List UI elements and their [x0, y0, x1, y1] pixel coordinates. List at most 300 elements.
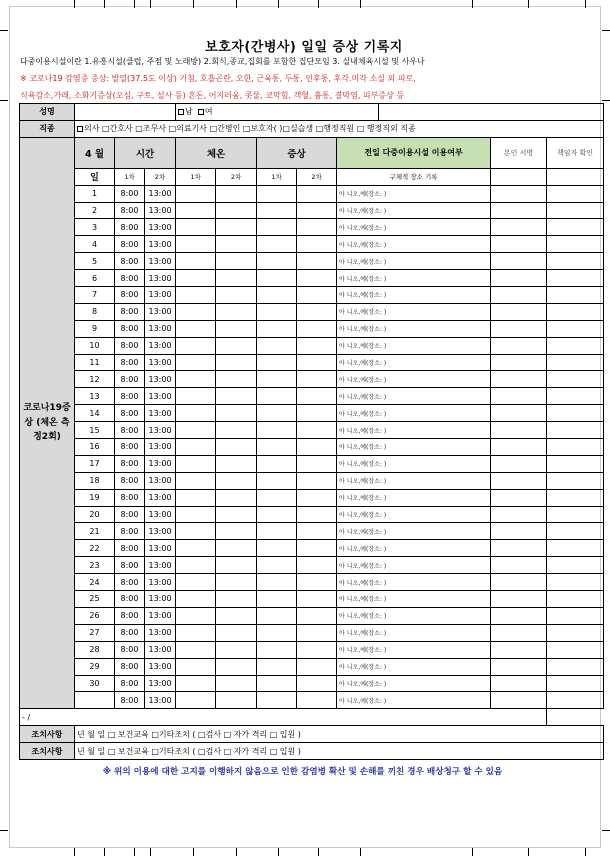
day-number: 26 [75, 607, 115, 624]
symptom-2nd-cell[interactable] [297, 607, 337, 624]
self-sign-cell[interactable] [491, 574, 547, 591]
symptom-1st-cell[interactable] [257, 219, 297, 236]
symptom-1st-cell[interactable] [257, 472, 297, 489]
self-sign-cell[interactable] [491, 472, 547, 489]
time-2nd: 13:00 [145, 287, 176, 304]
time-header: 시간 [115, 137, 176, 168]
self-sign-cell[interactable] [491, 523, 547, 540]
symptom-1st-cell[interactable] [257, 624, 297, 641]
symptom-2nd-cell[interactable] [297, 320, 337, 337]
blank-entry-row[interactable]: - / [20, 709, 547, 726]
time-2nd: 13:00 [145, 658, 176, 675]
time-1st: 8:00 [115, 506, 145, 523]
time-1st: 8:00 [115, 607, 145, 624]
time-1st: 8:00 [115, 405, 145, 422]
temp-1st-header: 1차 [176, 168, 216, 185]
self-sign-cell[interactable] [491, 439, 547, 456]
symptom-1st-cell[interactable] [257, 692, 297, 709]
temp-1st-cell[interactable] [176, 202, 216, 219]
facility-use-cell[interactable]: 아 니오,예(장소: ) [337, 506, 491, 523]
temp-2nd-cell[interactable] [216, 455, 257, 472]
temp-1st-cell[interactable] [176, 337, 216, 354]
symptom-1st-cell[interactable] [257, 439, 297, 456]
page-title: 보호자(간병사) 일일 증상 기록지 [205, 40, 403, 55]
temperature-header: 체온 [176, 137, 257, 168]
time-1st: 8:00 [115, 253, 145, 270]
facility-use-cell[interactable]: 아 니오,예(장소: ) [337, 472, 491, 489]
day-row [20, 405, 604, 422]
temp-1st-cell[interactable] [176, 185, 216, 202]
time-2nd: 13:00 [145, 303, 176, 320]
self-sign-cell[interactable] [491, 658, 547, 675]
temp-2nd-cell[interactable] [216, 641, 257, 658]
day-row [20, 624, 604, 641]
day-number: 21 [75, 523, 115, 540]
facility-use-cell[interactable]: 아 니오,예(장소: ) [337, 523, 491, 540]
temp-1st-cell[interactable] [176, 236, 216, 253]
symptom-2nd-cell[interactable] [297, 624, 337, 641]
self-sign-cell[interactable] [491, 303, 547, 320]
symptom-1st-cell[interactable] [257, 540, 297, 557]
temp-1st-cell[interactable] [176, 253, 216, 270]
day-number: 18 [75, 472, 115, 489]
day-number: 28 [75, 641, 115, 658]
self-sign-cell[interactable] [491, 641, 547, 658]
temp-2nd-cell[interactable] [216, 439, 257, 456]
temp-2nd-cell[interactable] [216, 236, 257, 253]
temp-2nd-cell[interactable] [216, 574, 257, 591]
time-2nd: 13:00 [145, 692, 176, 709]
temp-2nd-cell[interactable] [216, 320, 257, 337]
manager-check-cell[interactable] [547, 320, 604, 337]
symptom-1st-cell[interactable] [257, 337, 297, 354]
manager-check-cell[interactable] [547, 506, 604, 523]
symptom-2nd-cell[interactable] [297, 675, 337, 692]
temp-1st-cell[interactable] [176, 303, 216, 320]
day-number: 27 [75, 624, 115, 641]
self-sign-cell[interactable] [491, 253, 547, 270]
facility-use-cell[interactable]: 아 니오,예(장소: ) [337, 675, 491, 692]
self-sign-cell[interactable] [491, 287, 547, 304]
temp-1st-cell[interactable] [176, 591, 216, 608]
action-options[interactable]: 년 월 일 □ 보건교육 □기타조치 ( □검사 □ 자가 격리 □ 입원 ) [75, 743, 604, 760]
self-sign-cell[interactable] [491, 489, 547, 506]
self-sign-cell[interactable] [491, 692, 547, 709]
symptom-1st-cell[interactable] [257, 591, 297, 608]
temp-2nd-cell[interactable] [216, 185, 257, 202]
day-number: 24 [75, 574, 115, 591]
time-2nd: 13:00 [145, 574, 176, 591]
manager-check-cell[interactable] [547, 405, 604, 422]
symptom-1st-cell[interactable] [257, 523, 297, 540]
temp-1st-cell[interactable] [176, 692, 216, 709]
day-number: 30 [75, 675, 115, 692]
gender-options[interactable]: 남 여 [176, 104, 379, 121]
temp-1st-cell[interactable] [176, 472, 216, 489]
manager-check-header: 책임자 확인 [547, 137, 604, 168]
manager-check-cell[interactable] [547, 641, 604, 658]
self-sign-cell[interactable] [491, 405, 547, 422]
temp-1st-cell[interactable] [176, 557, 216, 574]
day-row [20, 658, 604, 675]
facility-use-cell[interactable]: 아 니오,예(장소: ) [337, 320, 491, 337]
day-number: 22 [75, 540, 115, 557]
symptom-2nd-cell[interactable] [297, 489, 337, 506]
name-label: 성명 [20, 104, 75, 121]
facility-use-header: 전일 다중이용시설 이용여부 [337, 137, 491, 168]
self-sign-cell[interactable] [491, 455, 547, 472]
facility-use-cell[interactable]: 아 니오,예(장소: ) [337, 591, 491, 608]
manager-check-cell[interactable] [547, 455, 604, 472]
temp-2nd-cell[interactable] [216, 675, 257, 692]
manager-check-cell[interactable] [547, 185, 604, 202]
facility-use-cell[interactable]: 아 니오,예(장소: ) [337, 202, 491, 219]
manager-check-cell[interactable] [547, 287, 604, 304]
day-row [20, 219, 604, 236]
manager-check-cell[interactable] [547, 574, 604, 591]
symptom-2nd-cell[interactable] [297, 692, 337, 709]
self-sign-cell[interactable] [491, 185, 547, 202]
facility-use-cell[interactable]: 아 니오,예(장소: ) [337, 236, 491, 253]
temp-1st-cell[interactable] [176, 354, 216, 371]
time-2nd: 13:00 [145, 202, 176, 219]
facility-use-cell[interactable]: 아 니오,예(장소: ) [337, 253, 491, 270]
facility-use-cell[interactable]: 아 니오,예(장소: ) [337, 607, 491, 624]
time-1st: 8:00 [115, 624, 145, 641]
symptom-2nd-cell[interactable] [297, 439, 337, 456]
temp-1st-cell[interactable] [176, 523, 216, 540]
self-sign-cell[interactable] [491, 371, 547, 388]
temp-2nd-cell[interactable] [216, 557, 257, 574]
symptom-1st-cell[interactable] [257, 303, 297, 320]
symptom-2nd-cell[interactable] [297, 303, 337, 320]
symptom-notice-1: ※ 코로나19 감염증 증상: 발열(37.5도 이상) 기침, 호흡곤란, 오한, 근육통, 두통, 인후통, 후각.미각 소실 외 피로, [20, 74, 416, 83]
symptom-1st-cell[interactable] [257, 253, 297, 270]
symptom-2nd-cell[interactable] [297, 253, 337, 270]
facility-use-cell[interactable]: 아 니오,예(장소: ) [337, 540, 491, 557]
manager-check-cell[interactable] [547, 337, 604, 354]
symptom-2nd-cell[interactable] [297, 202, 337, 219]
symptom-1st-cell[interactable] [257, 506, 297, 523]
time-1st: 8:00 [115, 658, 145, 675]
time-1st: 8:00 [115, 641, 145, 658]
manager-check-cell[interactable] [547, 489, 604, 506]
manager-check-cell[interactable] [547, 219, 604, 236]
day-row [20, 574, 604, 591]
self-sign-cell[interactable] [491, 320, 547, 337]
symptom-2nd-cell[interactable] [297, 523, 337, 540]
manager-check-cell[interactable] [547, 675, 604, 692]
symptom-1st-cell[interactable] [257, 455, 297, 472]
self-sign-cell[interactable] [491, 557, 547, 574]
self-sign-cell[interactable] [491, 270, 547, 287]
symptom-2nd-cell[interactable] [297, 388, 337, 405]
symptom-1st-cell[interactable] [257, 388, 297, 405]
symptom-2nd-cell[interactable] [297, 337, 337, 354]
day-number: 15 [75, 422, 115, 439]
symptom-2nd-cell[interactable] [297, 371, 337, 388]
temp-1st-cell[interactable] [176, 489, 216, 506]
symptom-1st-cell[interactable] [257, 641, 297, 658]
day-number: 13 [75, 388, 115, 405]
manager-check-cell[interactable] [547, 658, 604, 675]
temp-2nd-cell[interactable] [216, 219, 257, 236]
facility-use-cell[interactable]: 아 니오,예(장소: ) [337, 219, 491, 236]
facility-use-cell[interactable]: 아 니오,예(장소: ) [337, 422, 491, 439]
temp-1st-cell[interactable] [176, 540, 216, 557]
temp-2nd-cell[interactable] [216, 405, 257, 422]
temp-1st-cell[interactable] [176, 574, 216, 591]
time-2nd: 13:00 [145, 219, 176, 236]
temp-1st-cell[interactable] [176, 439, 216, 456]
symptom-2nd-cell[interactable] [297, 557, 337, 574]
temp-1st-cell[interactable] [176, 607, 216, 624]
temp-2nd-cell[interactable] [216, 270, 257, 287]
symptom-2nd-cell[interactable] [297, 219, 337, 236]
symptom-2nd-cell[interactable] [297, 455, 337, 472]
manager-check-cell[interactable] [547, 523, 604, 540]
temp-1st-cell[interactable] [176, 219, 216, 236]
manager-check-cell[interactable] [547, 354, 604, 371]
symptom-1st-cell[interactable] [257, 422, 297, 439]
self-sign-cell[interactable] [491, 354, 547, 371]
time-1st: 8:00 [115, 270, 145, 287]
temp-1st-cell[interactable] [176, 455, 216, 472]
temp-1st-cell[interactable] [176, 287, 216, 304]
action-label: 조치사항 [20, 726, 75, 743]
temp-2nd-cell[interactable] [216, 422, 257, 439]
self-sign-cell[interactable] [491, 337, 547, 354]
manager-check-cell[interactable] [547, 371, 604, 388]
time-1st: 8:00 [115, 202, 145, 219]
facility-use-cell[interactable]: 아 니오,예(장소: ) [337, 624, 491, 641]
day-row [20, 270, 604, 287]
symptom-1st-cell[interactable] [257, 202, 297, 219]
day-row [20, 692, 604, 709]
temp-2nd-cell[interactable] [216, 607, 257, 624]
manager-check-cell[interactable] [547, 236, 604, 253]
temp-2nd-cell[interactable] [216, 253, 257, 270]
temp-2nd-cell[interactable] [216, 388, 257, 405]
facility-use-cell[interactable]: 아 니오,예(장소: ) [337, 354, 491, 371]
temp-2nd-cell[interactable] [216, 472, 257, 489]
manager-check-cell[interactable] [547, 202, 604, 219]
day-number: 5 [75, 253, 115, 270]
temp-2nd-cell[interactable] [216, 692, 257, 709]
facility-use-cell[interactable]: 아 니오,예(장소: ) [337, 574, 491, 591]
manager-check-cell[interactable] [547, 253, 604, 270]
time-1st: 8:00 [115, 557, 145, 574]
time-2nd: 13:00 [145, 557, 176, 574]
temp-2nd-cell[interactable] [216, 287, 257, 304]
day-row [20, 540, 604, 557]
time-2nd: 13:00 [145, 388, 176, 405]
manager-check-cell[interactable] [547, 540, 604, 557]
time-2nd: 13:00 [145, 371, 176, 388]
symptom-1st-cell[interactable] [257, 354, 297, 371]
job-options[interactable]: 의사 □간호사 □조무사 □의료기사 □간병인 □보호자( )□실습생 □행정직원 □ 행정직외 직종 [75, 120, 604, 137]
symptom-2nd-cell[interactable] [297, 422, 337, 439]
temp-2nd-cell[interactable] [216, 202, 257, 219]
symptom-1st-cell[interactable] [257, 489, 297, 506]
temp-2nd-cell[interactable] [216, 658, 257, 675]
time-2nd: 13:00 [145, 320, 176, 337]
liability-notice: ※ 위의 이용에 대한 고지를 이행하지 않음으로 인한 감염병 확산 및 손해를 끼친 경우 배상청구 할 수 있음 [102, 767, 503, 777]
temp-2nd-cell[interactable] [216, 371, 257, 388]
temp-2nd-cell[interactable] [216, 337, 257, 354]
symptom-1st-cell[interactable] [257, 557, 297, 574]
symptom-1st-cell[interactable] [257, 287, 297, 304]
symptom-1st-cell[interactable] [257, 185, 297, 202]
self-sign-cell[interactable] [491, 607, 547, 624]
manager-check-cell[interactable] [547, 388, 604, 405]
manager-check-cell[interactable] [547, 557, 604, 574]
manager-check-cell[interactable] [547, 439, 604, 456]
day-row [20, 472, 604, 489]
day-number: 14 [75, 405, 115, 422]
self-sign-cell[interactable] [491, 219, 547, 236]
self-sign-cell[interactable] [491, 388, 547, 405]
facility-use-cell[interactable]: 아 니오,예(장소: ) [337, 455, 491, 472]
temp-1st-cell[interactable] [176, 270, 216, 287]
time-1st: 8:00 [115, 354, 145, 371]
facility-use-cell[interactable]: 아 니오,예(장소: ) [337, 405, 491, 422]
time-2nd: 13:00 [145, 439, 176, 456]
temp-2nd-cell[interactable] [216, 303, 257, 320]
manager-check-cell[interactable] [547, 624, 604, 641]
facility-use-cell[interactable]: 아 니오,예(장소: ) [337, 557, 491, 574]
day-row [20, 371, 604, 388]
self-sign-cell[interactable] [491, 675, 547, 692]
symptom-1st-cell[interactable] [257, 574, 297, 591]
facility-use-cell[interactable]: 아 니오,예(장소: ) [337, 337, 491, 354]
temp-2nd-cell[interactable] [216, 591, 257, 608]
manager-check-cell[interactable] [547, 422, 604, 439]
temp-2nd-cell[interactable] [216, 540, 257, 557]
symptom-2nd-cell[interactable] [297, 641, 337, 658]
symptom-1st-cell[interactable] [257, 675, 297, 692]
day-row [20, 185, 604, 202]
symptom-2nd-cell[interactable] [297, 658, 337, 675]
manager-check-cell[interactable] [547, 591, 604, 608]
symptom-1st-cell[interactable] [257, 405, 297, 422]
symptom-2nd-cell[interactable] [297, 236, 337, 253]
temp-1st-cell[interactable] [176, 405, 216, 422]
time-1st: 8:00 [115, 692, 145, 709]
month-header: 4 월 [75, 137, 115, 168]
temp-1st-cell[interactable] [176, 371, 216, 388]
day-row [20, 303, 604, 320]
time-1st: 8:00 [115, 439, 145, 456]
temp-1st-cell[interactable] [176, 658, 216, 675]
symptom-2nd-cell[interactable] [297, 405, 337, 422]
action-options[interactable]: 년 월 일 □ 보건교육 □기타조치 ( □검사 □ 자가 격리 □ 입원 ) [75, 726, 604, 743]
symptom-2nd-cell[interactable] [297, 185, 337, 202]
time-1st: 8:00 [115, 287, 145, 304]
time-2nd: 13:00 [145, 185, 176, 202]
day-row [20, 337, 604, 354]
facility-use-cell[interactable]: 아 니오,예(장소: ) [337, 303, 491, 320]
temp-2nd-cell[interactable] [216, 506, 257, 523]
symptom-1st-cell[interactable] [257, 320, 297, 337]
time-2nd: 13:00 [145, 523, 176, 540]
name-field[interactable] [75, 104, 176, 121]
symptom-2nd-cell[interactable] [297, 574, 337, 591]
temp-1st-cell[interactable] [176, 388, 216, 405]
temp-2nd-cell[interactable] [216, 523, 257, 540]
facility-use-cell[interactable]: 아 니오,예(장소: ) [337, 692, 491, 709]
facility-use-cell[interactable]: 아 니오,예(장소: ) [337, 658, 491, 675]
facility-use-cell[interactable]: 아 니오,예(장소: ) [337, 185, 491, 202]
time-2nd: 13:00 [145, 253, 176, 270]
self-sign-cell[interactable] [491, 506, 547, 523]
time-1st: 8:00 [115, 185, 145, 202]
symptom-2nd-cell[interactable] [297, 540, 337, 557]
temp-1st-cell[interactable] [176, 422, 216, 439]
temp-2nd-cell[interactable] [216, 489, 257, 506]
time-2nd: 13:00 [145, 675, 176, 692]
symptom-1st-cell[interactable] [257, 658, 297, 675]
facility-use-cell[interactable]: 아 니오,예(장소: ) [337, 439, 491, 456]
self-sign-cell[interactable] [491, 624, 547, 641]
day-row [20, 607, 604, 624]
temp-1st-cell[interactable] [176, 320, 216, 337]
facility-use-cell[interactable]: 아 니오,예(장소: ) [337, 388, 491, 405]
symptom-2nd-cell[interactable] [297, 354, 337, 371]
self-sign-cell[interactable] [491, 236, 547, 253]
facility-use-cell[interactable]: 아 니오,예(장소: ) [337, 489, 491, 506]
symptom-2nd-cell[interactable] [297, 270, 337, 287]
manager-check-cell[interactable] [547, 303, 604, 320]
temp-1st-cell[interactable] [176, 641, 216, 658]
manager-check-cell[interactable] [547, 692, 604, 709]
time-2nd: 13:00 [145, 236, 176, 253]
symptom-1st-cell[interactable] [257, 236, 297, 253]
self-sign-cell[interactable] [491, 422, 547, 439]
time-2nd: 13:00 [145, 405, 176, 422]
day-number: 3 [75, 219, 115, 236]
temp-1st-cell[interactable] [176, 506, 216, 523]
symptom-1st-cell[interactable] [257, 371, 297, 388]
facility-use-cell[interactable]: 아 니오,예(장소: ) [337, 641, 491, 658]
day-row [20, 675, 604, 692]
time-2nd: 13:00 [145, 472, 176, 489]
self-sign-cell[interactable] [491, 202, 547, 219]
day-row [20, 557, 604, 574]
temp-2nd-cell[interactable] [216, 354, 257, 371]
manager-check-cell[interactable] [547, 607, 604, 624]
time-2nd: 13:00 [145, 540, 176, 557]
temp-1st-cell[interactable] [176, 624, 216, 641]
symptom-1st-cell[interactable] [257, 607, 297, 624]
self-sign-cell[interactable] [491, 540, 547, 557]
time-1st: 8:00 [115, 422, 145, 439]
temp-1st-cell[interactable] [176, 675, 216, 692]
self-sign-cell[interactable] [491, 591, 547, 608]
day-row [20, 523, 604, 540]
symptom-1st-cell[interactable] [257, 270, 297, 287]
manager-check-cell[interactable] [547, 472, 604, 489]
symptom-2nd-cell[interactable] [297, 287, 337, 304]
temp-2nd-cell[interactable] [216, 624, 257, 641]
symptom-2nd-cell[interactable] [297, 591, 337, 608]
facility-use-cell[interactable]: 아 니오,예(장소: ) [337, 287, 491, 304]
manager-check-cell[interactable] [547, 270, 604, 287]
facility-use-cell[interactable]: 아 니오,예(장소: ) [337, 270, 491, 287]
symptom-2nd-cell[interactable] [297, 506, 337, 523]
facility-use-cell[interactable]: 아 니오,예(장소: ) [337, 371, 491, 388]
symptom-2nd-cell[interactable] [297, 472, 337, 489]
